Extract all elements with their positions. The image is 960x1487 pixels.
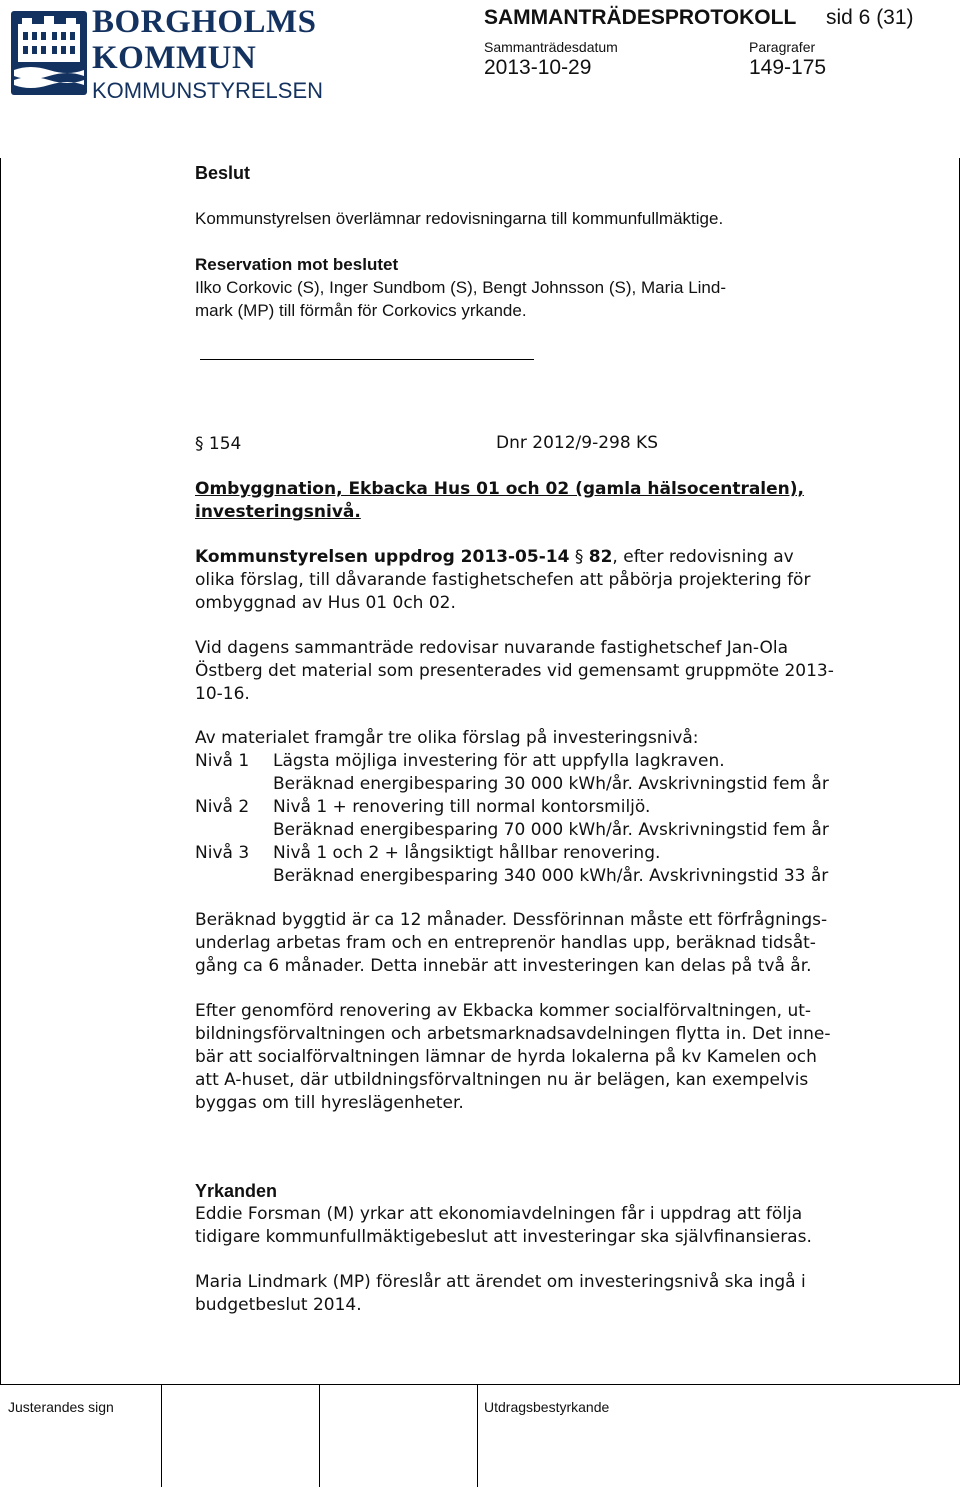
signature-box-divider (477, 1384, 478, 1487)
para2-line: 10-16. (195, 684, 250, 704)
document-type: SAMMANTRÄDESPROTOKOLL (484, 6, 797, 29)
yrkande-line: tidigare kommunfullmäktigebeslut att investeringar ska självfinansieras. (195, 1227, 812, 1247)
para4-line: bildningsförvaltningen och arbetsmarknadsavdelningen flytta in. Det inne- (195, 1024, 831, 1044)
section-number: § 154 (195, 434, 242, 454)
level-label: Nivå 2 (195, 797, 250, 817)
para3-line: Beräknad byggtid är ca 12 månader. Dessförinnan måste ett förfrågnings- (195, 910, 828, 930)
section-title-line: Ombyggnation, Ekbacka Hus 01 och 02 (gamla hälsocentralen), (195, 479, 804, 499)
yrkande-line: budgetbeslut 2014. (195, 1295, 362, 1315)
frame-left-border (0, 158, 1, 1385)
section-symbol: § (195, 434, 204, 454)
section-title-line: investeringsnivå. (195, 502, 361, 522)
meeting-date-label: Sammanträdesdatum (484, 39, 618, 55)
brand-name-line2: KOMMUN (92, 40, 257, 76)
justerandes-sign-label: Justerandes sign (8, 1399, 114, 1415)
para1-line: ombyggnad av Hus 01 0ch 02. (195, 593, 456, 613)
para3-line: underlag arbetas fram och en entreprenör handlas upp, beräknad tidsåt- (195, 933, 816, 953)
reservation-line: mark (MP) till förmån för Corkovics yrkande. (195, 301, 527, 320)
para4-line: att A-huset, där utbildningsförvaltningen nu är belägen, kan exempelvis (195, 1070, 809, 1090)
level-description: Lägsta möjliga investering för att uppfylla lagkraven. (273, 751, 725, 771)
brand-name-line1: BORGHOLMS (92, 4, 317, 40)
level-description: Nivå 1 + renovering till normal kontorsmiljö. (273, 797, 651, 817)
signature-box-divider (319, 1384, 320, 1487)
section-symbol: § (574, 547, 584, 567)
level-calculation: Beräknad energibesparing 70 000 kWh/år. Avskrivningstid fem år (273, 820, 829, 840)
para2-line: Östberg det material som presenterades vid gemensamt gruppmöte 2013- (195, 661, 834, 681)
para2-line: Vid dagens sammanträde redovisar nuvarande fastighetschef Jan-Ola (195, 638, 789, 658)
footer-divider (0, 1384, 960, 1385)
yrkanden-heading: Yrkanden (195, 1181, 278, 1201)
level-calculation: Beräknad energibesparing 340 000 kWh/år. Avskrivningstid 33 år (273, 866, 829, 886)
para1-line: olika förslag, till dåvarande fastighetschefen att påbörja projektering för (195, 570, 811, 590)
beslut-text: Kommunstyrelsen överlämnar redovisningarna till kommunfullmäktige. (195, 209, 724, 228)
borgholm-crest-logo (10, 10, 88, 96)
para4-line: bär att socialförvaltningen lämnar de hyrda lokalerna på kv Kamelen och (195, 1047, 817, 1067)
beslut-heading: Beslut (195, 163, 251, 183)
yrkande-line: Eddie Forsman (M) yrkar att ekonomiavdelningen får i uppdrag att följa (195, 1204, 803, 1224)
level-calculation: Beräknad energibesparing 30 000 kWh/år. Avskrivningstid fem år (273, 774, 829, 794)
level-description: Nivå 1 och 2 + långsiktigt hållbar renovering. (273, 843, 661, 863)
para4-line: byggas om till hyreslägenheter. (195, 1093, 464, 1113)
levels-intro: Av materialet framgår tre olika förslag på investeringsnivå: (195, 728, 699, 748)
signature-box-divider (161, 1384, 162, 1487)
level-label: Nivå 1 (195, 751, 250, 771)
utdragsbestyrkande-label: Utdragsbestyrkande (484, 1399, 610, 1415)
paragraphs-value: 149-175 (749, 56, 827, 79)
department-name: KOMMUNSTYRELSEN (92, 78, 324, 103)
paragraphs-label: Paragrafer (749, 39, 816, 55)
section-separator (200, 359, 534, 360)
level-label: Nivå 3 (195, 843, 250, 863)
yrkande-line: Maria Lindmark (MP) föreslår att ärendet om investeringsnivå ska ingå i (195, 1272, 806, 1292)
reservation-line: Ilko Corkovic (S), Inger Sundbom (S), Bengt Johnsson (S), Maria Lind- (195, 278, 726, 297)
reservation-heading: Reservation mot beslutet (195, 255, 399, 274)
page-number: sid 6 (31) (826, 6, 914, 29)
para4-line: Efter genomförd renovering av Ekbacka kommer socialförvaltningen, ut- (195, 1001, 812, 1021)
para3-line: gång ca 6 månader. Detta innebär att investeringen kan delas på två år. (195, 956, 812, 976)
para1-line1: Kommunstyrelsen uppdrog 2013-05-14 § 82, efter redovisning av (195, 547, 794, 567)
meeting-date-value: 2013-10-29 (484, 56, 592, 79)
dnr: Dnr 2012/9-298 KS (496, 433, 658, 453)
